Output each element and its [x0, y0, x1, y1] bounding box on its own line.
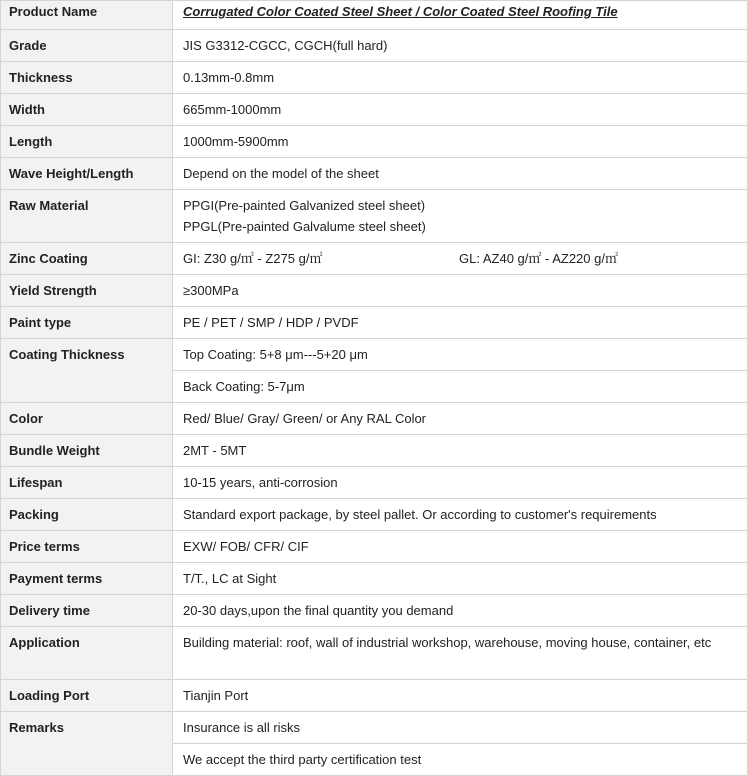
row-value: T/T., LC at Sight [173, 563, 747, 595]
table-row [1, 30, 747, 62]
row-label: Loading Port [1, 680, 173, 712]
product-name-value [173, 1, 747, 30]
row-label: Packing [1, 499, 173, 531]
row-label: Thickness [1, 62, 173, 94]
row-label: Coating Thickness [1, 339, 173, 403]
row-value: Red/ Blue/ Gray/ Green/ or Any RAL Color [173, 403, 747, 435]
table-row [1, 94, 747, 126]
row-label: Bundle Weight [1, 435, 173, 467]
remarks-insurance: Insurance is all risks [173, 712, 747, 744]
raw-material-ppgl: PPGL(Pre-painted Galvalume steel sheet) [183, 219, 426, 234]
row-value: 20-30 days,upon the final quantity you demand [173, 595, 747, 627]
row-label: Payment terms [1, 563, 173, 595]
remarks-certification: We accept the third party certification test [173, 744, 747, 776]
table-row [1, 403, 747, 435]
row-value: 665mm-1000mm [173, 94, 747, 126]
table-row [1, 531, 747, 563]
product-name-link[interactable]: Corrugated Color Coated Steel Sheet / Color Coated Steel Roofing Tile [183, 4, 618, 19]
row-label: Remarks [1, 712, 173, 776]
row-value: Tianjin Port [173, 680, 747, 712]
table-row [1, 307, 747, 339]
table-row [1, 243, 747, 275]
row-value: 1000mm-5900mm [173, 126, 747, 158]
row-value: Standard export package, by steel pallet. Or according to customer's requirements [173, 499, 747, 531]
row-label: Width [1, 94, 173, 126]
row-value: ≥300MPa [173, 275, 747, 307]
zinc-gl-value: GL: AZ40 g/㎡ - AZ220 g/㎡ [459, 251, 618, 266]
table-row [1, 339, 747, 371]
row-label: Product Name [1, 1, 173, 30]
row-label: Grade [1, 30, 173, 62]
row-value [173, 243, 747, 275]
row-label: Color [1, 403, 173, 435]
row-value: 0.13mm-0.8mm [173, 62, 747, 94]
row-label: Application [1, 627, 173, 680]
row-value: Depend on the model of the sheet [173, 158, 747, 190]
table-row [1, 435, 747, 467]
table-row [1, 499, 747, 531]
row-value: JIS G3312-CGCC, CGCH(full hard) [173, 30, 747, 62]
row-label: Price terms [1, 531, 173, 563]
table-row [1, 680, 747, 712]
row-label: Zinc Coating [1, 243, 173, 275]
table-row [1, 627, 747, 680]
row-label: Lifespan [1, 467, 173, 499]
row-label: Paint type [1, 307, 173, 339]
back-coating-value: Back Coating: 5-7μm [173, 371, 747, 403]
zinc-gi-value: GI: Z30 g/㎡ - Z275 g/㎡ [183, 251, 323, 266]
row-label: Yield Strength [1, 275, 173, 307]
row-label: Wave Height/Length [1, 158, 173, 190]
table-row [1, 563, 747, 595]
row-value: PE / PET / SMP / HDP / PVDF [173, 307, 747, 339]
table-row [1, 467, 747, 499]
table-row [1, 275, 747, 307]
row-value [173, 190, 747, 243]
top-coating-value: Top Coating: 5+8 μm---5+20 μm [173, 339, 747, 371]
row-value: EXW/ FOB/ CFR/ CIF [173, 531, 747, 563]
row-value: 2MT - 5MT [173, 435, 747, 467]
table-row [1, 1, 747, 30]
row-label: Delivery time [1, 595, 173, 627]
table-row [1, 126, 747, 158]
row-label: Length [1, 126, 173, 158]
raw-material-ppgi: PPGI(Pre-painted Galvanized steel sheet) [183, 198, 426, 213]
table-row [1, 595, 747, 627]
table-row [1, 190, 747, 243]
table-row [1, 158, 747, 190]
table-row [1, 62, 747, 94]
row-label: Raw Material [1, 190, 173, 243]
row-value: 10-15 years, anti-corrosion [173, 467, 747, 499]
table-row [1, 712, 747, 744]
row-value: Building material: roof, wall of industrial workshop, warehouse, moving house, container, etc [173, 627, 747, 680]
